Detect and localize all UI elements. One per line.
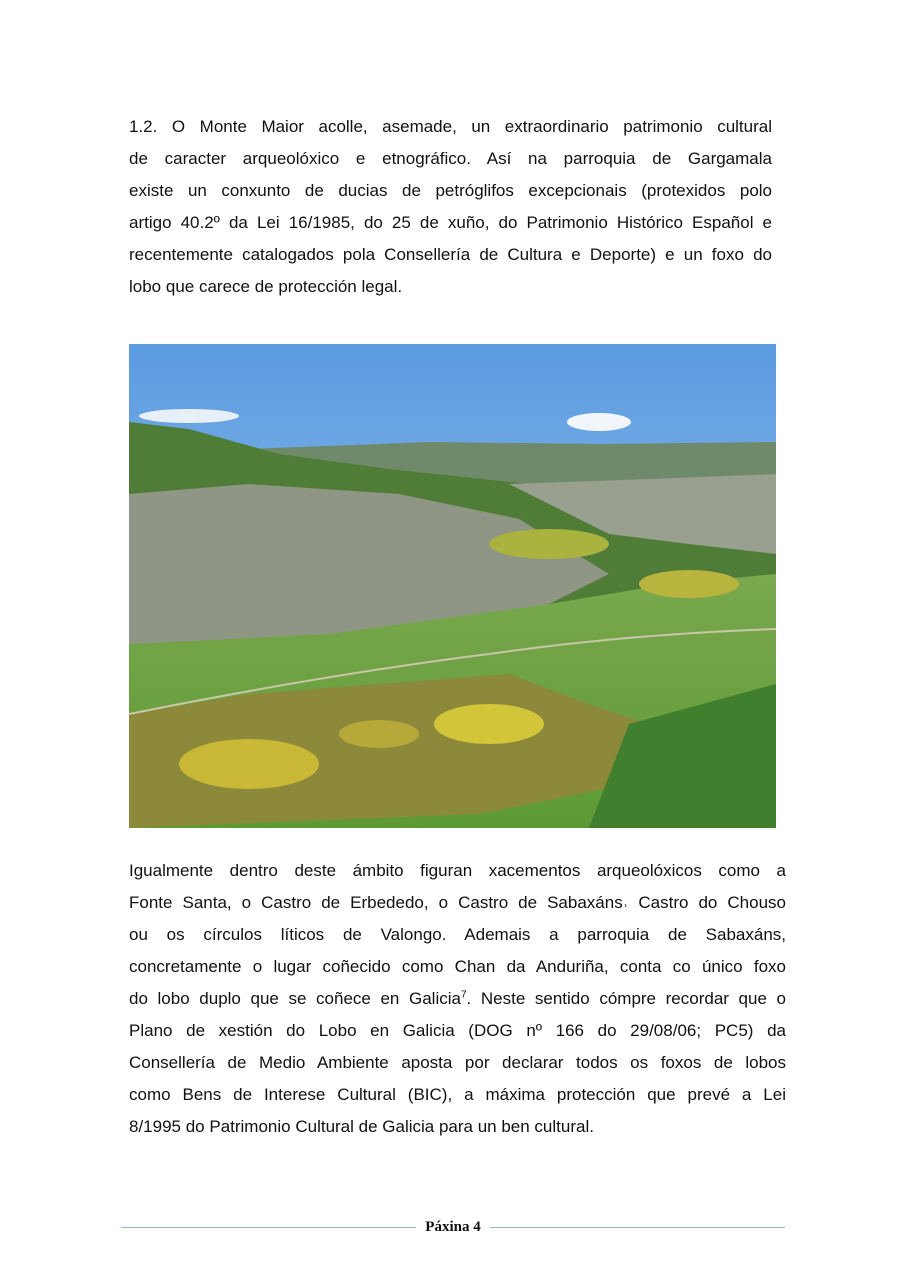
paragraph-cultural-heritage (129, 111, 772, 303)
text-line: Fonte Santa, o Castro de Erbededo, o Castro de Sabaxáns˒ Castro do Chouso (129, 893, 786, 912)
text-line: recentemente catalogados pola Consellería de Cultura e Deporte) e un foxo do (129, 245, 772, 264)
text-line: de caracter arqueolóxico e etnográfico. Así na parroquia de Gargamala (129, 149, 772, 168)
page-footer (121, 1216, 785, 1238)
text-line: Plano de xestión do Lobo en Galicia (DOG nº 166 do 29/08/06; PC5) da (129, 1021, 786, 1040)
footnote-reference[interactable]: 7 (460, 989, 467, 1001)
text-line: 8/1995 do Patrimonio Cultural de Galicia para un ben cultural. (129, 1117, 594, 1136)
landscape-photo (129, 344, 776, 828)
footer-rule-right (490, 1227, 785, 1228)
paragraph-archaeological-sites (129, 855, 786, 1143)
text-fragment: . Neste sentido cómpre recordar que o (466, 989, 786, 1008)
text-line: Igualmente dentro deste ámbito figuran xacementos arqueolóxicos como a (129, 861, 786, 880)
footer-rule-left (121, 1227, 416, 1228)
text-line (129, 983, 786, 1015)
page-number: Páxina 4 (425, 1218, 481, 1235)
text-fragment: do lobo duplo que se coñece en Galicia (129, 989, 461, 1008)
text-line: lobo que carece de protección legal. (129, 277, 403, 296)
text-line: artigo 40.2º da Lei 16/1985, do 25 de xuño, do Patrimonio Histórico Español e (129, 213, 772, 232)
text-line: ou os círculos líticos de Valongo. Ademais a parroquia de Sabaxáns, (129, 925, 786, 944)
text-line: Consellería de Medio Ambiente aposta por declarar todos os foxos de lobos (129, 1053, 786, 1072)
text-line: concretamente o lugar coñecido como Chan da Anduriña, conta co único foxo (129, 957, 786, 976)
text-line: existe un conxunto de ducias de petróglifos excepcionais (protexidos polo (129, 181, 772, 200)
text-line: 1.2. O Monte Maior acolle, asemade, un extraordinario patrimonio cultural (129, 117, 772, 136)
text-line: como Bens de Interese Cultural (BIC), a máxima protección que prevé a Lei (129, 1085, 786, 1104)
